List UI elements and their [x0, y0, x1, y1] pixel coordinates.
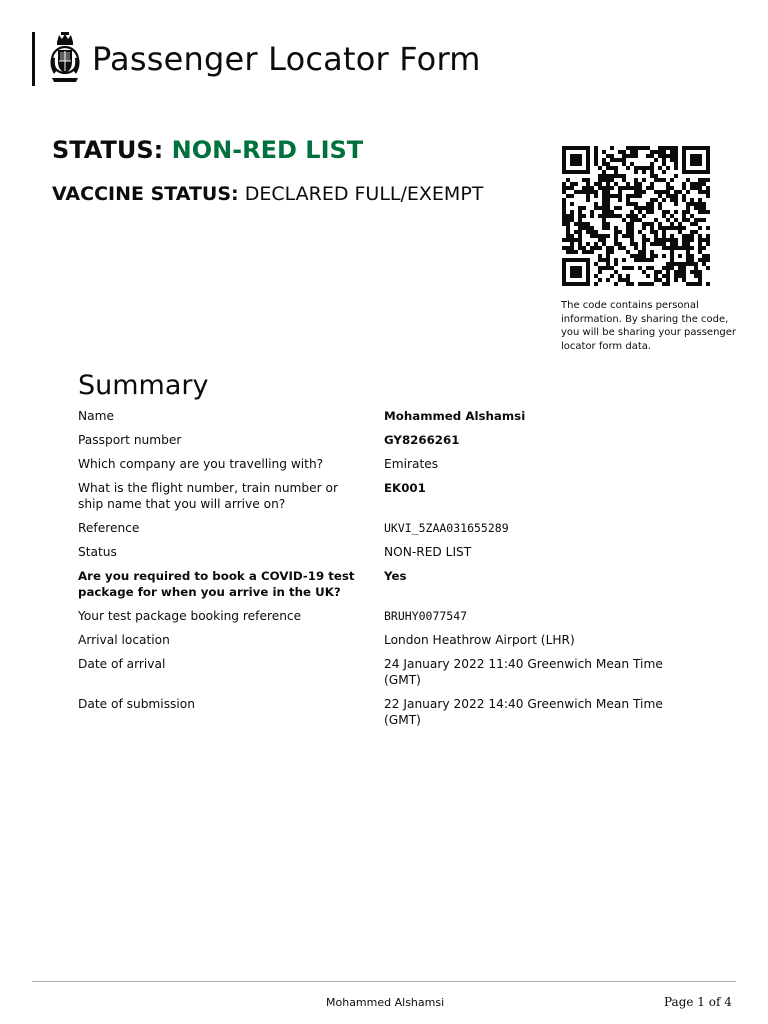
summary-row-label: Date of arrival — [78, 657, 166, 671]
header-divider-bar — [32, 32, 35, 86]
summary-row-label: Which company are you travelling with? — [78, 457, 324, 471]
summary-row-label: Are you required to book a COVID-19 test package for when you arrive in the UK? — [78, 569, 355, 599]
footer-passenger-name: Mohammed Alshamsi — [326, 996, 445, 1009]
summary-row-label: Passport number — [78, 433, 182, 447]
summary-row-value: 22 January 2022 14:40 Greenwich Mean Time (GMT) — [384, 697, 663, 727]
footer-page-number: Page 1 of 4 — [664, 995, 732, 1009]
summary-row-company — [78, 456, 698, 472]
status-value: NON-RED LIST — [171, 136, 364, 164]
summary-row-value: London Heathrow Airport (LHR) — [384, 633, 575, 647]
summary-row-value: EK001 — [384, 481, 426, 495]
summary-row-label: What is the flight number, train number or ship name that you will arrive on? — [78, 481, 339, 511]
qr-code-note: The code contains personal information. By sharing the code, you will be sharing your passenger locator form data. — [561, 300, 737, 352]
summary-row-label: Date of submission — [78, 697, 195, 711]
summary-row-covid-test — [78, 568, 698, 600]
summary-row-reference — [78, 520, 698, 536]
vaccine-status-value: DECLARED FULL/EXEMPT — [244, 183, 484, 205]
summary-row-label: Status — [78, 545, 117, 559]
summary-row-label: Arrival location — [78, 633, 170, 647]
qr-code-icon — [562, 146, 710, 286]
summary-row-flight — [78, 480, 698, 512]
summary-row-booking-reference — [78, 608, 698, 624]
summary-row-passport — [78, 432, 698, 448]
status-line — [52, 136, 363, 164]
summary-row-label: Reference — [78, 521, 140, 535]
summary-row-arrival-location — [78, 632, 698, 648]
summary-row-value: Emirates — [384, 457, 439, 471]
summary-list — [78, 408, 698, 736]
footer-divider — [32, 981, 736, 982]
summary-row-value: NON-RED LIST — [384, 545, 472, 559]
page-title: Passenger Locator Form — [92, 40, 481, 78]
summary-row-label: Name — [78, 409, 114, 423]
summary-row-value: BRUHY0077547 — [384, 609, 468, 623]
summary-row-arrival-date — [78, 656, 698, 688]
summary-row-status — [78, 544, 698, 560]
status-label: STATUS: — [52, 136, 164, 164]
summary-row-value: 24 January 2022 11:40 Greenwich Mean Time (GMT) — [384, 657, 663, 687]
summary-row-value: Yes — [384, 569, 407, 583]
vaccine-status-line — [52, 183, 483, 205]
summary-row-label: Your test package booking reference — [78, 609, 302, 623]
summary-title: Summary — [78, 370, 209, 401]
royal-crest-icon — [48, 30, 82, 86]
summary-row-value: UKVI_5ZAA031655289 — [384, 521, 509, 535]
summary-row-name — [78, 408, 698, 424]
summary-row-submission-date — [78, 696, 698, 728]
summary-row-value: Mohammed Alshamsi — [384, 409, 526, 423]
summary-row-value: GY8266261 — [384, 433, 460, 447]
vaccine-status-label: VACCINE STATUS: — [52, 183, 239, 205]
